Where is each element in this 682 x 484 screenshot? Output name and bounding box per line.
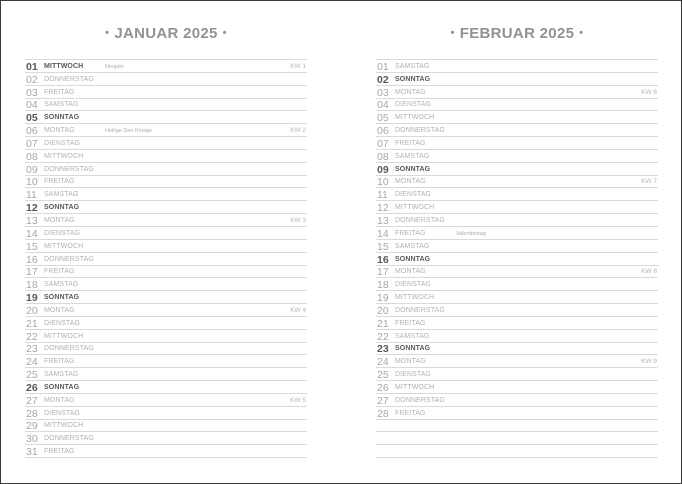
day-row [376,240,658,253]
week-number: KW 9 [641,358,657,366]
day-number: 06 [26,125,38,138]
weekday-label: DIENSTAG [395,191,432,199]
weekday-label: MONTAG [44,127,75,135]
weekday-label: MITTWOCH [44,152,84,160]
day-number: 19 [26,292,38,305]
day-row [25,330,307,343]
title-dot-icon: • [222,27,227,39]
day-row [376,99,658,112]
day-row [25,394,307,407]
weekday-label: SONNTAG [44,294,80,302]
day-row [376,317,658,330]
day-number: 09 [26,163,38,176]
weekday-label: FREITAG [44,268,75,276]
day-row [25,420,307,433]
month-title-january [25,25,307,42]
day-row [376,368,658,381]
day-row [376,343,658,356]
weekday-label: MONTAG [44,216,75,224]
month-title-text: JANUAR 2025 [114,25,218,42]
day-number: 07 [26,137,38,150]
weekday-label: DIENSTAG [44,409,81,417]
weekday-label: MITTWOCH [395,204,435,212]
day-row [376,86,658,99]
day-number: 07 [377,137,389,150]
day-row [376,355,658,368]
day-row [376,407,658,420]
day-row [376,227,658,240]
holiday-note: Valentinstag [456,230,486,237]
holiday-note: Heilige Drei Könige [105,128,153,135]
day-number: 27 [377,394,389,407]
day-number: 23 [377,343,389,356]
weekday-label: FREITAG [44,178,75,186]
weekday-label: DONNERSTAG [395,127,445,135]
day-number: 21 [26,317,38,330]
day-number: 09 [377,163,389,176]
weekday-label: SAMSTAG [44,101,79,109]
weekday-label: SONNTAG [395,165,431,173]
weekday-label: MITTWOCH [44,242,84,250]
day-number: 30 [26,433,38,446]
day-row [25,381,307,394]
weekday-label: MITTWOCH [44,422,84,430]
weekday-label: MONTAG [395,88,426,96]
weekday-label: DIENSTAG [395,101,432,109]
weekday-label: DONNERSTAG [44,345,94,353]
day-row [25,355,307,368]
weekday-label: SAMSTAG [44,371,79,379]
day-row [25,253,307,266]
day-row [376,201,658,214]
day-number: 18 [377,279,389,292]
day-row [376,176,658,189]
weekday-label: FREITAG [44,88,75,96]
day-row [25,317,307,330]
day-row [25,111,307,124]
day-number: 31 [26,446,38,459]
day-number: 13 [377,214,389,227]
day-number: 29 [26,420,38,433]
weekday-label: DIENSTAG [44,229,81,237]
day-number: 14 [377,227,389,240]
day-number: 08 [26,150,38,163]
week-number: KW 8 [641,268,657,276]
week-number: KW 3 [290,216,306,224]
day-row [25,150,307,163]
weekday-label: DONNERSTAG [44,75,94,83]
weekday-label: SONNTAG [44,204,80,212]
weekday-label: SAMSTAG [395,152,430,160]
day-number: 25 [377,369,389,382]
weekday-label: MONTAG [44,306,75,314]
day-row [376,60,658,73]
day-list-february [376,59,658,458]
day-row [376,137,658,150]
weekday-label: SAMSTAG [395,332,430,340]
day-row [25,163,307,176]
day-row [376,111,658,124]
day-number: 10 [377,176,389,189]
day-number: 08 [377,150,389,163]
title-dot-icon: • [579,27,584,39]
day-number: 16 [26,253,38,266]
month-title-text: FEBRUAR 2025 [459,25,575,42]
weekday-label: MITTWOCH [44,62,84,70]
day-row [376,394,658,407]
weekday-label: DIENSTAG [395,371,432,379]
weekday-label: DIENSTAG [395,281,432,289]
weekday-label: SONNTAG [395,345,431,353]
month-title-february [376,25,658,42]
weekday-label: MONTAG [395,178,426,186]
week-number: KW 7 [641,178,657,186]
day-number: 19 [377,292,389,305]
day-number: 17 [26,266,38,279]
day-number: 11 [377,189,388,202]
day-number: 20 [26,304,38,317]
day-number: 02 [26,73,38,86]
day-row [25,445,307,458]
weekday-label: FREITAG [44,358,75,366]
week-number: KW 6 [641,88,657,96]
day-number: 24 [377,356,389,369]
day-number: 02 [377,73,389,86]
weekday-label: SONNTAG [44,383,80,391]
day-row [376,420,658,433]
day-number: 05 [26,112,38,125]
weekday-label: MITTWOCH [395,383,435,391]
day-number: 10 [26,176,38,189]
day-number: 18 [26,279,38,292]
day-number: 05 [377,112,389,125]
day-number: 13 [26,214,38,227]
day-row [376,188,658,201]
day-row [376,278,658,291]
day-row [25,124,307,137]
day-number: 28 [26,407,38,420]
weekday-label: SAMSTAG [395,242,430,250]
weekday-label: MONTAG [395,268,426,276]
day-number: 06 [377,125,389,138]
day-number: 16 [377,253,389,266]
day-row [376,266,658,279]
weekday-label: SONNTAG [395,75,431,83]
weekday-label: SONNTAG [395,255,431,263]
day-number: 04 [377,99,389,112]
day-row [25,201,307,214]
day-number: 01 [26,60,38,73]
day-number: 15 [26,240,38,253]
weekday-label: SAMSTAG [44,191,79,199]
day-row [25,176,307,189]
weekday-label: DIENSTAG [44,319,81,327]
day-number: 11 [26,189,37,202]
day-row [25,99,307,112]
week-number: KW 1 [290,62,306,70]
day-number: 15 [377,240,389,253]
weekday-label: DONNERSTAG [44,165,94,173]
week-number: KW 5 [290,396,306,404]
day-row [376,253,658,266]
weekday-label: FREITAG [395,139,426,147]
day-row [376,291,658,304]
day-number: 27 [26,394,38,407]
day-number: 14 [26,227,38,240]
weekday-label: MITTWOCH [44,332,84,340]
day-row [25,304,307,317]
day-row [25,60,307,73]
day-row [25,291,307,304]
day-row [25,73,307,86]
day-row [25,214,307,227]
day-number: 01 [377,60,389,73]
weekday-label: FREITAG [395,319,426,327]
day-row [25,240,307,253]
day-number: 03 [377,86,389,99]
day-number: 24 [26,356,38,369]
day-row [25,137,307,150]
day-number: 04 [26,99,38,112]
day-number: 28 [377,407,389,420]
day-row [376,381,658,394]
weekday-label: SAMSTAG [44,281,79,289]
day-row [376,304,658,317]
weekday-label: SONNTAG [44,114,80,122]
week-number: KW 2 [290,127,306,135]
day-row [376,445,658,458]
weekday-label: FREITAG [395,409,426,417]
day-row [25,227,307,240]
day-number: 23 [26,343,38,356]
weekday-label: FREITAG [44,448,75,456]
weekday-label: DONNERSTAG [395,216,445,224]
day-row [376,73,658,86]
day-row [25,407,307,420]
day-row [376,214,658,227]
week-number: KW 4 [290,306,306,314]
day-row [25,266,307,279]
weekday-label: MONTAG [44,396,75,404]
day-number: 26 [26,381,38,394]
day-number: 22 [377,330,389,343]
weekday-label: DONNERSTAG [395,306,445,314]
holiday-note: Neujahr [105,63,125,70]
day-number: 03 [26,86,38,99]
day-number: 12 [26,202,38,215]
day-row [376,163,658,176]
day-row [25,343,307,356]
weekday-label: MITTWOCH [395,294,435,302]
day-number: 12 [377,202,389,215]
day-number: 22 [26,330,38,343]
day-number: 17 [377,266,389,279]
day-row [25,86,307,99]
title-dot-icon: • [105,27,110,39]
weekday-label: MITTWOCH [395,114,435,122]
day-number: 21 [377,317,389,330]
day-row [25,278,307,291]
day-row [25,368,307,381]
day-row [376,432,658,445]
title-dot-icon: • [450,27,455,39]
weekday-label: FREITAG [395,229,426,237]
weekday-label: DONNERSTAG [44,435,94,443]
day-row [25,432,307,445]
day-row [376,330,658,343]
day-list-january [25,59,307,458]
weekday-label: MONTAG [395,358,426,366]
day-number: 20 [377,304,389,317]
weekday-label: DONNERSTAG [44,255,94,263]
day-row [376,150,658,163]
day-row [25,188,307,201]
day-row [376,124,658,137]
day-number: 25 [26,369,38,382]
weekday-label: DIENSTAG [44,139,81,147]
day-number: 26 [377,381,389,394]
weekday-label: DONNERSTAG [395,396,445,404]
weekday-label: SAMSTAG [395,62,430,70]
